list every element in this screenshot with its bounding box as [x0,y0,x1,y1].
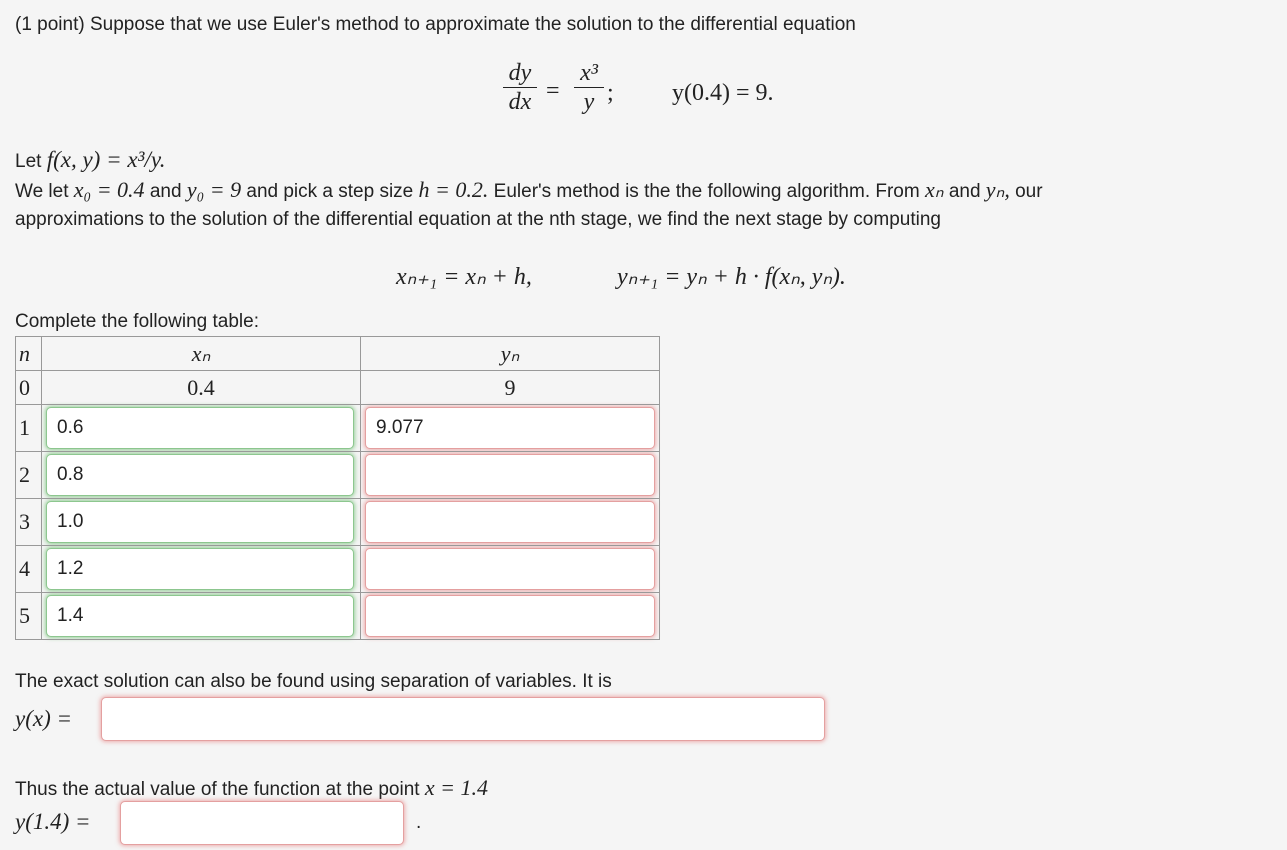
ode-equals: = [546,78,560,104]
row-n: 4 [16,546,42,593]
y2-input[interactable] [365,454,655,496]
y4-input[interactable] [365,548,655,590]
exact-solution-label: y(x) = [15,706,73,731]
actual-value-label: y(1.4) = [15,809,91,834]
setup-line-2: approximations to the solution of the differential equation at the nth stage, we find the next stage by computing [15,209,941,230]
ode-rhs-fraction [574,60,604,115]
ode-lhs-fraction [503,60,537,115]
ode-separator: ; [607,80,614,106]
header-xn: xₙ [42,337,361,371]
ode-rhs-den: y [583,89,595,115]
setup-t1: We let [15,181,69,202]
setup-t4: Euler's method is the the following algorithm. From [493,181,920,202]
formula-x-update: xₙ₊₁ = xₙ + h, [396,264,532,290]
x4-input[interactable] [46,548,354,590]
x0-value: x₀ = 0.4 [73,177,145,202]
ode-lhs-den: dx [508,89,532,115]
x3-input[interactable] [46,501,354,543]
table-row [16,371,660,405]
row-n: 1 [16,405,42,452]
y5-input[interactable] [365,595,655,637]
let-word: Let [15,151,42,172]
x1-input[interactable] [46,407,354,449]
row-n: 3 [16,499,42,546]
table-prompt: Complete the following table: [15,311,259,332]
trailing-period: . [416,812,422,833]
row-n: 2 [16,452,42,499]
step-size: h = 0.2. [418,177,489,202]
header-yn: yₙ [361,337,660,371]
actual-point: x = 1.4 [424,775,488,800]
exact-solution-input[interactable] [101,697,825,741]
header-n: n [16,337,42,371]
row-n: 5 [16,593,42,640]
ode-rhs-num: x³ [580,60,598,86]
actual-value-text: Thus the actual value of the function at the point [15,779,420,800]
table-row [16,546,660,593]
ode-lhs-num: dy [508,60,532,86]
setup-t3: and pick a step size [246,181,414,202]
row-x-value: 0.4 [42,371,361,405]
actual-value-input[interactable] [120,801,404,845]
x5-input[interactable] [46,595,354,637]
table-row [16,452,660,499]
setup-t6: our [1015,181,1043,202]
actual-value-line [15,775,488,801]
table-row [16,499,660,546]
f-definition: f(x, y) = x³/y. [46,147,166,172]
y3-input[interactable] [365,501,655,543]
euler-table [15,336,660,640]
x2-input[interactable] [46,454,354,496]
ode-initial-condition: y(0.4) = 9. [672,80,774,106]
y0-value: y₀ = 9 [186,177,242,202]
row-y-value: 9 [361,371,660,405]
table-row [16,593,660,640]
table-header-row [16,337,660,371]
formula-y-update: yₙ₊₁ = yₙ + h · f(xₙ, yₙ). [617,264,846,290]
setup-t2: and [149,181,182,202]
setup-line-1 [15,177,1043,203]
y1-input[interactable] [365,407,655,449]
exact-solution-text: The exact solution can also be found using separation of variables. It is [15,671,612,692]
let-f-line [15,147,166,173]
xn-symbol: xₙ [925,177,944,202]
intro-text: (1 point) Suppose that we use Euler's method to approximate the solution to the differential equation [15,14,856,35]
row-n: 0 [16,371,42,405]
yn-symbol: yₙ, [985,177,1010,202]
setup-t5: and [948,181,981,202]
table-row [16,405,660,452]
